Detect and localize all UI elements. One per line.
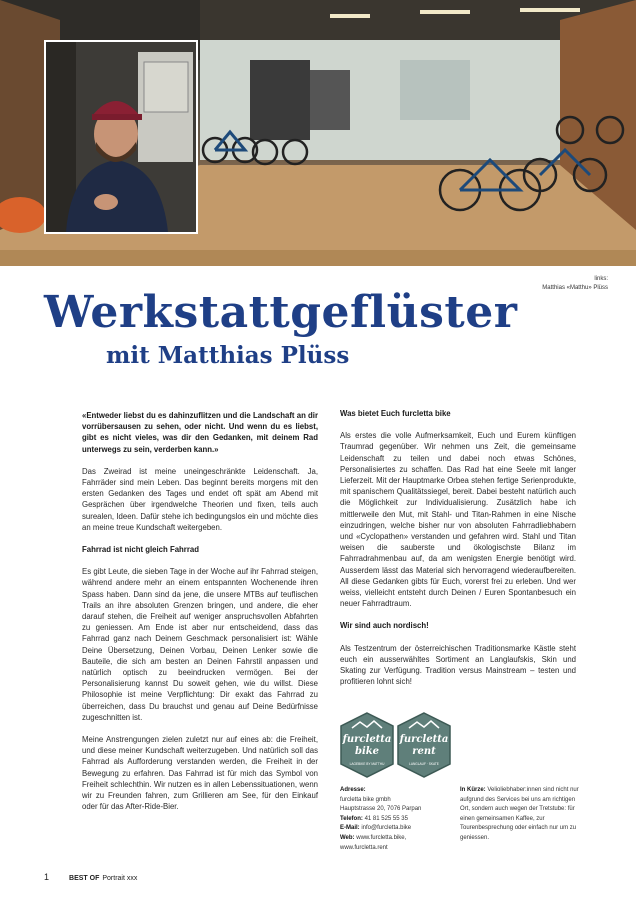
summary-label: In Kürze: xyxy=(460,787,486,793)
phone-number: 41 81 525 55 35 xyxy=(364,815,408,822)
summary-block xyxy=(460,786,580,844)
svg-text:LANGLAUF · SKATE: LANGLAUF · SKATE xyxy=(409,762,439,766)
furcletta-rent-logo xyxy=(397,712,451,778)
web-link[interactable]: www.furcletta.rent xyxy=(340,844,388,851)
page-number: 1 xyxy=(44,872,50,882)
hero-photo xyxy=(0,0,636,266)
email-link[interactable]: info@furcletta.bike xyxy=(361,825,412,832)
svg-text:LAGEBIKE BY MATTHU: LAGEBIKE BY MATTHU xyxy=(349,762,385,766)
web-link[interactable]: www.furcletta.bike, xyxy=(356,834,407,841)
address-block xyxy=(340,786,452,853)
address-line: Hauptstrasse 20, 7076 Parpan xyxy=(340,806,422,813)
left-column xyxy=(82,410,318,824)
photo-caption xyxy=(542,275,608,293)
web-label: Web: xyxy=(340,834,355,841)
address-line: furcletta bike gmbh xyxy=(340,796,391,803)
summary-text: Velioliebhaber:innen sind nicht nur aufgrund des Services bei uns am richtigen Ort, sondern auch wegen der Tretstube: für einen gemeinsamen Kaffee, zur Tourenbesprechung oder einfach nur um zu geniessen. xyxy=(460,787,579,841)
svg-text:bike: bike xyxy=(354,746,380,757)
intro-paragraph: Das Zweirad ist meine uneingeschränkte Leidenschaft. Ja, Fahrräder sind mein Leben. Das beginnt bereits morgens mit den ersten Gedanken des Tages und endet oft spät am Abend mit Gesprächen über irgendwelche Theorien und fixen, teils auch surealen, Ideen. Dafür stehe ich bedingungslos ein und möchte dies an meine treue Kundschaft weitergeben. xyxy=(82,466,318,532)
magazine-brand: BEST OF xyxy=(69,875,100,882)
address-label: Adresse: xyxy=(340,787,366,793)
body-paragraph: Als Testzentrum der österreichischen Traditionsmarke Kästle steht euch ein ausserwähltes Sortiment an Langlaufskis, Skin und Skating zur Verfügung. Tradition versus Mainstream – testen und profitieren lohnt sich! xyxy=(340,643,576,687)
svg-text:rent: rent xyxy=(412,746,436,757)
section-heading: Wir sind auch nordisch! xyxy=(340,621,429,631)
furcletta-bike-logo xyxy=(340,712,394,778)
svg-text:furcletta: furcletta xyxy=(342,734,392,745)
section-name: Portrait xxx xyxy=(102,875,138,882)
portrait-photo xyxy=(44,40,198,234)
page-footer xyxy=(44,872,137,882)
email-label: E-Mail: xyxy=(340,825,360,832)
body-paragraph: Als erstes die volle Aufmerksamkeit, Euch und Eurem künftigen Traumrad gegenüber. Wir nehmen uns Zeit, die gemeinsame Leidenschaft zu teilen und dabei noch etwas Schönes, Personalisiertes zu schaffen. Das Rad hat eine Seele mit langer Lieferzeit. Mit der Hauptmarke Orbea stehen fertige Serienprodukte, mit spanischem Qualitätssiegel, bereit. Dabei besteht natürlich auch die Möglichkeit zur Individualisierung. Zusätzlich habe ich mittlerweile den Mut, mit Stahl- und Titan-Rahmen in eine Nische einzudringen, welche bisher nur von absoluten Fahrradliebhabern und «Cyclopathen» verstanden und gefahren wird. Stahl und Titan weisen die sauberste und ökologischste Bilanz im Fahrradrahmenbau auf, da am wenigsten Energie benötigt wird. Ausserdem lässt das Material sich hervorragend wiederaufbereiten. All diese Gedanken gibts für Euch, vorerst frei zu erleben. Und wer weiss, vielleicht entsteht durch Deinen / Euren Spontanbesuch ein neuer Fahrradtraum. xyxy=(340,431,576,609)
phone-label: Telefon: xyxy=(340,815,363,822)
page-title: Werkstattgeflüster xyxy=(44,287,518,338)
right-column xyxy=(340,408,576,698)
section-heading: Fahrrad ist nicht gleich Fahrrad xyxy=(82,545,199,555)
portrait-illustration xyxy=(46,42,196,232)
page-subtitle: mit Matthias Plüss xyxy=(106,342,350,369)
body-paragraph: Es gibt Leute, die sieben Tage in der Woche auf ihr Fahrrad steigen, während andere mehr an einem entspannten Wochenende ihren Spass haben. Dann sind da jene, die unsere MTBs auf teuflischen Trails an ihre absoluten Grenzen bringen, und andere, die eher darauf stehen, die Freiheit auf weniger anspruchsvollen Abfahrten zu geniessen. Am Ende ist aber nur entscheidend, dass das Fahrrad ganz nach Deinem Geschmack personalisiert ist: Wähle Deine Übersetzung, Deinen Vorbau, Deinen Lenker sowie die Bauteile, die sich am besten an Deinen Fahrstil anpassen und natürlich optisch zu beeindrucken vermögen. Bei der Personalisierung kannst Du soweit gehen, wie du willst. Diese Philosophie ist meine Verpflichtung: Dir exakt das Fahrrad zu überreichen, dass Du brauchst und genau auf Deine Bedürfnisse zugeschnitten ist. xyxy=(82,567,318,722)
section-heading: Was bietet Euch furcletta bike xyxy=(340,409,451,418)
body-paragraph: Meine Anstrengungen zielen zuletzt nur auf eines ab: die Freiheit, und diese meiner Kundschaft weiterzugeben. Und natürlich soll das Fahrrad als Aufforderung verstanden werden, die Freiheit in der Bewegung zu erfahren. Das Fahrrad ist für mich das Symbol von Freiheit schlechthin. Wir nutzen es in allen Lebenssituationen, wenn wir zu Freunden fahren, zum Grillieren am See, für den Einkauf oder für das After-Ride-Bier. xyxy=(82,735,318,812)
svg-text:furcletta: furcletta xyxy=(399,734,449,745)
caption-label: links: xyxy=(594,276,608,282)
caption-name: Matthias «Matthu» Plüss xyxy=(542,285,608,291)
intro-quote: «Entweder liebst du es dahinzuflitzen und die Landschaft an dir vorrübersausen zu sehen, oder nicht. Und wenn du es liebst, gibt es nicht vieles, was dir den Gedanken, mit deinem Rad unterwegs zu sein, verderben kann.» xyxy=(82,411,318,454)
